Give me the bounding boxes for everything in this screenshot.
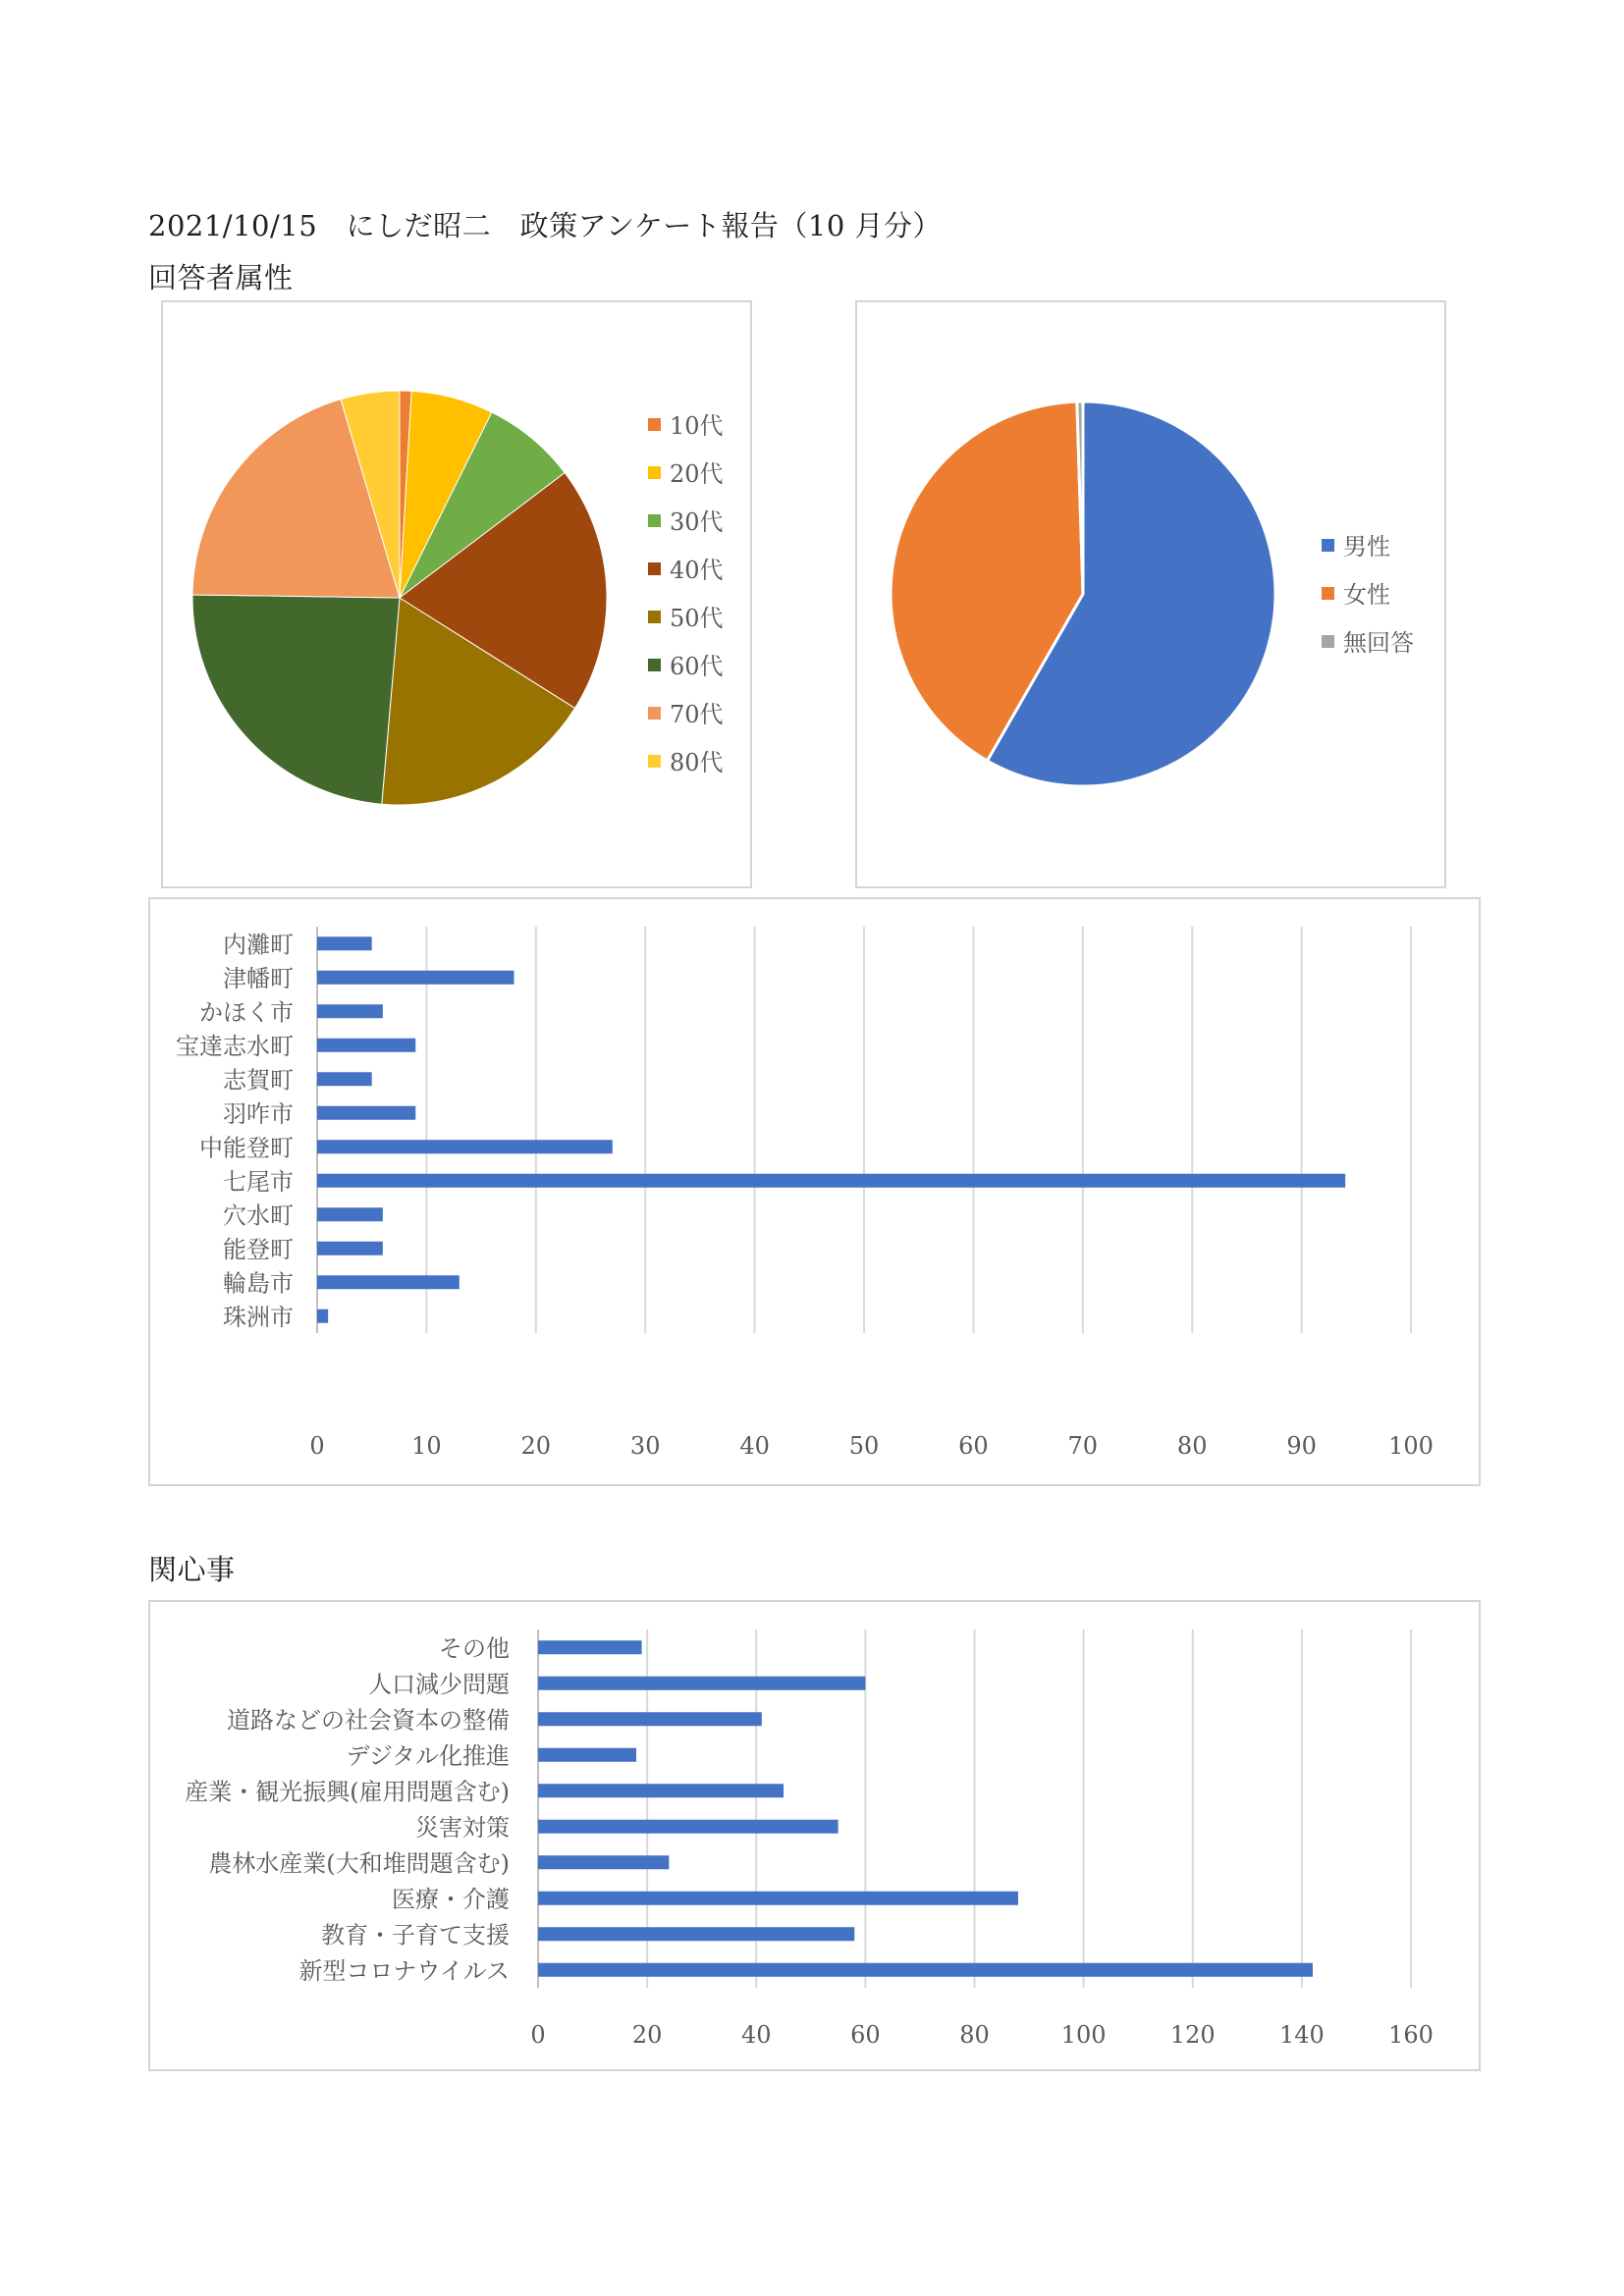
municipality-bar — [317, 936, 372, 950]
interests-category-label: 新型コロナウイルス — [298, 1956, 510, 1985]
municipality-x-tick-label: 70 — [1067, 1432, 1099, 1460]
municipality-category-label: 中能登町 — [199, 1134, 294, 1162]
age-legend-label-4: 40代 — [670, 557, 724, 584]
municipality-bar — [317, 1242, 383, 1255]
municipality-bar — [317, 1039, 415, 1052]
age-legend-swatch-1 — [648, 418, 661, 431]
interests-bar — [538, 1855, 669, 1869]
municipality-x-tick-label: 100 — [1388, 1432, 1434, 1460]
interests-x-tick-label: 160 — [1388, 2021, 1434, 2049]
age-legend-label-2: 20代 — [670, 460, 724, 488]
municipality-bar — [317, 971, 514, 985]
interests-category-label: デジタル化推進 — [346, 1741, 510, 1770]
municipality-category-label: 穴水町 — [223, 1201, 294, 1230]
age-legend-swatch-8 — [648, 755, 661, 768]
municipality-bar — [317, 1207, 383, 1221]
municipality-category-label: 津幡町 — [223, 964, 294, 992]
municipality-bar — [317, 1174, 1345, 1188]
age-legend-label-7: 70代 — [670, 701, 724, 728]
interests-category-label: その他 — [439, 1634, 510, 1663]
report-title: 2021/10/15 にしだ昭二 政策アンケート報告（10 月分） — [148, 209, 943, 242]
interests-category-label: 災害対策 — [415, 1813, 510, 1842]
interests-bar — [538, 1677, 865, 1690]
interests-x-tick-label: 120 — [1169, 2021, 1216, 2049]
interests-category-label: 産業・観光振興(雇用問題含む) — [185, 1778, 510, 1806]
gender-legend-label-2: 女性 — [1343, 581, 1390, 609]
interests-x-tick-label: 60 — [850, 2021, 881, 2049]
age-legend-label-8: 80代 — [670, 749, 724, 776]
interests-category-label: 農林水産業(大和堆問題含む) — [208, 1849, 510, 1878]
municipality-x-tick-label: 50 — [848, 1432, 880, 1460]
gender-legend-swatch-1 — [1322, 539, 1334, 552]
age-slice-6 — [192, 595, 400, 804]
interests-x-tick-label: 140 — [1278, 2021, 1325, 2049]
interests-bar — [538, 1640, 642, 1654]
municipality-category-label: 志賀町 — [223, 1066, 294, 1095]
municipality-x-tick-label: 10 — [411, 1432, 442, 1460]
gender-legend-label-1: 男性 — [1343, 533, 1390, 561]
section-heading-respondents: 回答者属性 — [148, 261, 294, 294]
municipality-chart-frame — [148, 897, 1481, 1486]
municipality-bar-chart — [150, 899, 1479, 1484]
municipality-bar — [317, 1072, 372, 1086]
municipality-category-label: 珠洲市 — [223, 1303, 294, 1331]
municipality-bar — [317, 1004, 383, 1018]
municipality-bar — [317, 1275, 460, 1289]
interests-bar — [538, 1927, 854, 1941]
municipality-x-tick-label: 20 — [520, 1432, 552, 1460]
age-legend-swatch-4 — [648, 562, 661, 575]
age-legend-swatch-2 — [648, 466, 661, 479]
gender-legend-swatch-3 — [1322, 635, 1334, 648]
municipality-x-tick-label: 80 — [1176, 1432, 1208, 1460]
interests-bar-chart — [150, 1602, 1479, 2069]
interests-x-tick-label: 20 — [631, 2021, 663, 2049]
interests-bar — [538, 1712, 762, 1726]
section-heading-interests: 関心事 — [148, 1553, 236, 1586]
age-legend-swatch-3 — [648, 514, 661, 527]
interests-chart-frame — [148, 1600, 1481, 2071]
age-legend-label-5: 50代 — [670, 605, 724, 632]
interests-bar — [538, 1784, 784, 1797]
municipality-category-label: 内灘町 — [223, 931, 294, 959]
interests-category-label: 教育・子育て支援 — [321, 1921, 510, 1949]
age-legend-swatch-6 — [648, 659, 661, 671]
interests-bar — [538, 1820, 839, 1834]
age-legend-label-6: 60代 — [670, 653, 724, 680]
municipality-x-tick-label: 0 — [309, 1432, 325, 1460]
municipality-category-label: 羽咋市 — [223, 1099, 294, 1128]
gender-chart-frame — [855, 300, 1446, 888]
interests-bar — [538, 1748, 636, 1762]
municipality-category-label: 宝達志水町 — [176, 1032, 294, 1060]
age-legend-swatch-5 — [648, 611, 661, 623]
municipality-x-tick-label: 90 — [1286, 1432, 1317, 1460]
interests-x-tick-label: 80 — [959, 2021, 990, 2049]
gender-pie-chart — [857, 302, 1444, 886]
municipality-x-tick-label: 60 — [958, 1432, 989, 1460]
municipality-x-tick-label: 40 — [739, 1432, 770, 1460]
age-pie-chart — [163, 302, 750, 886]
age-legend-swatch-7 — [648, 707, 661, 720]
municipality-category-label: 輪島市 — [223, 1269, 294, 1298]
interests-category-label: 人口減少問題 — [368, 1670, 510, 1698]
age-legend-label-3: 30代 — [670, 508, 724, 536]
interests-x-tick-label: 0 — [530, 2021, 546, 2049]
age-legend-label-1: 10代 — [670, 412, 724, 440]
municipality-bar — [317, 1140, 613, 1153]
interests-category-label: 医療・介護 — [392, 1885, 510, 1913]
municipality-category-label: 能登町 — [223, 1235, 294, 1263]
municipality-bar — [317, 1309, 328, 1323]
interests-bar — [538, 1892, 1018, 1905]
municipality-category-label: 七尾市 — [223, 1167, 294, 1196]
municipality-bar — [317, 1106, 415, 1120]
age-chart-frame — [161, 300, 752, 888]
gender-legend-swatch-2 — [1322, 587, 1334, 600]
gender-legend-label-3: 無回答 — [1343, 629, 1414, 657]
interests-bar — [538, 1963, 1313, 1977]
municipality-category-label: かほく市 — [199, 998, 294, 1027]
municipality-x-tick-label: 30 — [629, 1432, 661, 1460]
interests-x-tick-label: 40 — [740, 2021, 772, 2049]
interests-category-label: 道路などの社会資本の整備 — [227, 1706, 510, 1735]
interests-x-tick-label: 100 — [1060, 2021, 1107, 2049]
